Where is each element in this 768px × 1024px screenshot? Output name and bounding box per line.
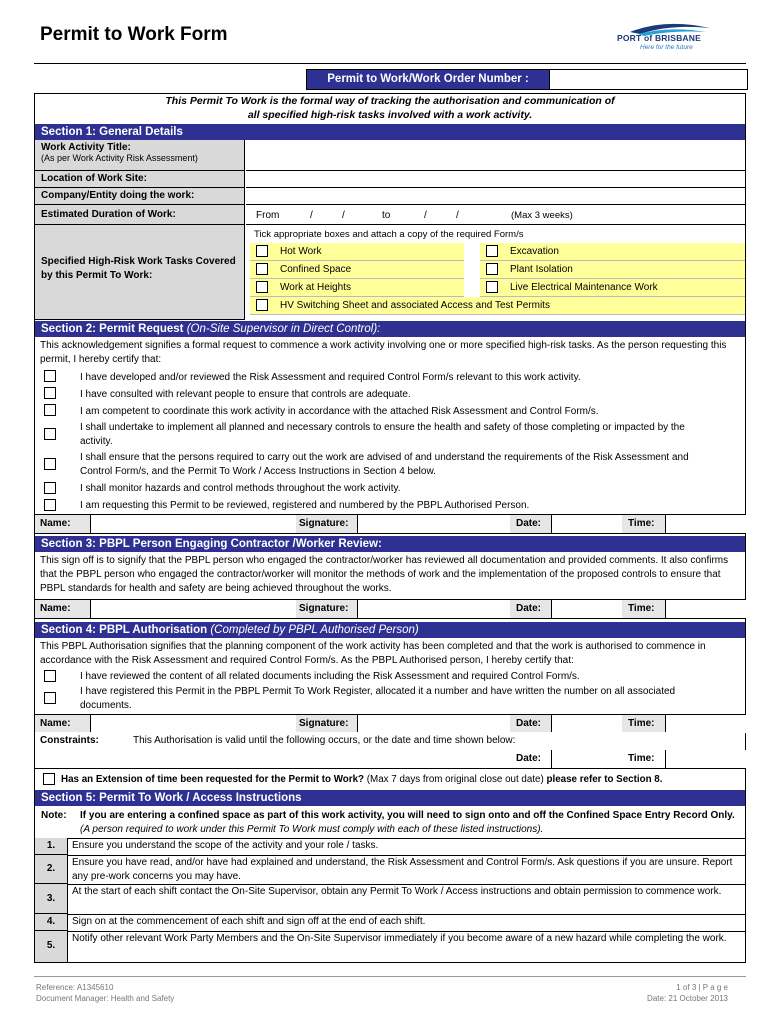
date-label: Date: (516, 753, 542, 764)
section-3-text: This sign off is to signify that the PBPL person who engaged the contractor/worker has reviewed all documentation and provided comments. It also confirms that the PBPL person who engaged the contractor/worker will monitor the methods of work and the implementation of the proposed controls to ensure that PBPL standards for health and safety are being achieved throughout the works. (40, 555, 729, 594)
page-title: Permit to Work Form (40, 24, 228, 45)
hv-switching-checkbox[interactable] (256, 299, 268, 311)
confined-space-checkbox[interactable] (256, 263, 268, 275)
constraints-text: This Authorisation is valid until the following occurs, or the date and time shown below: (133, 735, 516, 746)
s2-date-input[interactable] (551, 515, 622, 533)
instruction-5: Notify other relevant Work Party Members and the On-Site Supervisor immediately if you become aware of a new hazard while completing the work. (72, 933, 727, 944)
logo-tagline: Here for the future (640, 44, 693, 51)
s4-item-2: I have registered this Permit in the PBPL Permit To Work Register, allocated it a number and have written the number on all associated documents. (80, 686, 676, 711)
to-slash-2: / (456, 210, 459, 221)
footer-page: 1 of 3 | P a g e (676, 983, 728, 992)
signature-label: Signature: (299, 718, 349, 729)
section-4-note: (Completed by PBPL Authorised Person) (210, 624, 419, 636)
task-hot-work[interactable] (250, 243, 464, 261)
task-confined-space[interactable] (250, 261, 464, 279)
task-hv-switching[interactable] (250, 297, 745, 315)
task-plant-isolation[interactable] (480, 261, 745, 279)
task-label: Confined Space (280, 264, 352, 275)
task-label: Excavation (510, 246, 559, 257)
name-label: Name: (40, 603, 71, 614)
step-number: 4. (35, 914, 68, 931)
instruction-1: Ensure you understand the scope of the activity and your role / tasks. (72, 840, 379, 851)
extension-question: Has an Extension of time been requested for the Permit to Work? (61, 774, 365, 785)
extension-note: (Max 7 days from original close out date) (366, 774, 544, 785)
duration-label: Estimated Duration of Work: (35, 205, 245, 225)
plant-isolation-checkbox[interactable] (486, 263, 498, 275)
s2-checkbox-1[interactable] (44, 370, 56, 382)
task-label: Work at Heights (280, 282, 351, 293)
instruction-4: Sign on at the commencement of each shift and sign off at the end of each shift. (72, 916, 426, 927)
s4-checkbox-2[interactable] (44, 692, 56, 704)
section-4-title: Section 4: PBPL Authorisation (41, 624, 208, 636)
signature-label: Signature: (299, 518, 349, 529)
logo-name: PORT of BRISBANE (617, 33, 701, 43)
instruction-3: At the start of each shift contact the On-Site Supervisor, obtain any Permit To Work / Access instructions and obtain permission to commence work. (72, 886, 722, 897)
time-label: Time: (628, 603, 655, 614)
s2-signature-row (35, 514, 745, 534)
duration-to: to (382, 210, 391, 221)
footer-manager: Document Manager: Health and Safety (36, 994, 175, 1003)
time-label: Time: (628, 718, 655, 729)
s4-signature-row (35, 714, 745, 734)
company-label: Company/Entity doing the work: (35, 188, 245, 205)
work-at-heights-checkbox[interactable] (256, 281, 268, 293)
time-label: Time: (628, 753, 655, 764)
s4-name-input[interactable] (90, 715, 296, 733)
hot-work-checkbox[interactable] (256, 245, 268, 257)
section-2-header (35, 321, 745, 337)
name-label: Name: (40, 718, 71, 729)
company-input[interactable] (246, 188, 745, 205)
work-activity-input[interactable] (246, 140, 745, 171)
location-input[interactable] (246, 171, 745, 188)
constraints-time-input[interactable] (665, 750, 746, 768)
s2-item-6: I shall monitor hazards and control methods throughout the work activity. (80, 483, 401, 494)
work-activity-label (35, 140, 245, 171)
s4-signature-input[interactable] (357, 715, 510, 733)
section-2-title: Section 2: Permit Request (41, 323, 184, 335)
live-electrical-checkbox[interactable] (486, 281, 498, 293)
work-order-input[interactable] (549, 70, 747, 89)
footer-rule (34, 976, 746, 977)
task-live-electrical[interactable] (480, 279, 745, 297)
task-label: Plant Isolation (510, 264, 573, 275)
s3-date-input[interactable] (551, 600, 622, 618)
note-bold: If you are entering a confined space as part of this work activity, you will need to sign onto and off the Confined Space Entry Record Only. (80, 810, 735, 821)
note-text (80, 809, 740, 837)
constraints-row (35, 732, 745, 751)
time-label: Time: (628, 518, 655, 529)
section-2-intro: This acknowledgement signifies a formal request to commence a work activity involving one or more specified high-risk tasks. As the person requesting this permit, I hereby certify that: (40, 340, 727, 365)
s4-date-input[interactable] (551, 715, 622, 733)
footer-reference: Reference: A1345610 (36, 983, 114, 992)
to-slash-1: / (424, 210, 427, 221)
s2-item-2: I have consulted with relevant people to ensure that controls are adequate. (80, 389, 411, 400)
note-italic: (A person required to work under this Permit To Work must comply with each of these listed instructions). (80, 824, 544, 835)
date-label: Date: (516, 718, 542, 729)
s4-time-input[interactable] (665, 715, 746, 733)
s2-checkbox-6[interactable] (44, 482, 56, 494)
s4-checkbox-1[interactable] (44, 670, 56, 682)
s3-signature-row (35, 599, 745, 619)
task-excavation[interactable] (480, 243, 745, 261)
duration-max: (Max 3 weeks) (511, 210, 573, 221)
task-label: Live Electrical Maintenance Work (510, 282, 658, 293)
s4-item-1: I have reviewed the content of all related documents including the Risk Assessment and required Control Form/s. (80, 671, 580, 682)
s2-item-3: I am competent to coordinate this work activity in accordance with the attached Risk Assessment and Control Form/s. (80, 406, 599, 417)
name-label: Name: (40, 518, 71, 529)
s2-name-input[interactable] (90, 515, 296, 533)
task-label: HV Switching Sheet and associated Access and Test Permits (280, 300, 550, 311)
s3-signature-input[interactable] (357, 600, 510, 618)
section-4-header (35, 622, 745, 638)
intro-line-1: This Permit To Work is the formal way of tracking the authorisation and communication of (165, 95, 615, 107)
excavation-checkbox[interactable] (486, 245, 498, 257)
s2-item-5: I shall ensure that the persons required to carry out the work are advised of and understand the requirements of the Risk Assessment and Control Form/s, and the Permit To Work / Access Instructions in Section 4 below. (80, 452, 689, 477)
step-number: 1. (35, 838, 68, 855)
date-label: Date: (516, 518, 542, 529)
s2-checkbox-5[interactable] (44, 458, 56, 470)
s2-item-4: I shall undertake to implement all planned and necessary controls to ensure the health and safety of those completing or impacted by the activity. (80, 422, 685, 447)
s2-checkbox-2[interactable] (44, 387, 56, 399)
section-3-header (35, 536, 745, 552)
section-5-header (35, 790, 745, 806)
extension-checkbox[interactable] (43, 773, 55, 785)
section-5-title: Section 5: Permit To Work / Access Instructions (41, 792, 302, 804)
section-1-title: Section 1: General Details (41, 126, 183, 138)
s2-checkbox-4[interactable] (44, 428, 56, 440)
footer-date: Date: 21 October 2013 (647, 994, 728, 1003)
work-activity-title: Work Activity Title: (41, 142, 131, 153)
s2-item-1: I have developed and/or reviewed the Risk Assessment and required Control Form/s relevant to this work activity. (80, 372, 581, 383)
s3-name-input[interactable] (90, 600, 296, 618)
s2-checkbox-7[interactable] (44, 499, 56, 511)
constraints-date-row (35, 750, 745, 769)
extension-end: please refer to Section 8. (546, 774, 663, 785)
work-order-label: Permit to Work/Work Order Number : (307, 70, 549, 89)
step-number: 5. (35, 931, 68, 962)
section-4-text: This PBPL Authorisation signifies that the planning component of the work activity has been completed and that the work is authorised to commence in accordance with the Risk Assessment and required Control Form/s. As the PBPL Authorised person, I hereby certify that: (40, 641, 706, 666)
s3-time-input[interactable] (665, 600, 746, 618)
tasks-label: Specified High-Risk Work Tasks Covered by this Permit To Work: (35, 225, 245, 320)
instruction-2: Ensure you have read, and/or have had explained and understand, the Risk Assessment and Control Form/s. Ask questions if you are unsure. Report any pre-work concerns you may have. (72, 857, 733, 882)
step-number: 2. (35, 855, 68, 884)
extension-line (61, 773, 745, 786)
constraints-label: Constraints: (40, 735, 99, 746)
constraints-date-input[interactable] (551, 750, 622, 768)
tick-note: Tick appropriate boxes and attach a copy of the required Form/s (254, 229, 524, 240)
task-label: Hot Work (280, 246, 322, 257)
note-label: Note: (41, 810, 67, 821)
location-label: Location of Work Site: (35, 171, 245, 188)
from-slash-1: / (310, 210, 313, 221)
s2-checkbox-3[interactable] (44, 404, 56, 416)
from-slash-2: / (342, 210, 345, 221)
work-order-box (306, 69, 748, 90)
duration-from: From (256, 210, 280, 221)
work-activity-note: (As per Work Activity Risk Assessment) (41, 153, 198, 163)
step-number: 3. (35, 884, 68, 914)
task-work-at-heights[interactable] (250, 279, 464, 297)
duration-row (246, 205, 745, 225)
section-2-note: (On-Site Supervisor in Direct Control): (186, 323, 381, 335)
section-1-header (35, 124, 745, 140)
section-3-title: Section 3: PBPL Person Engaging Contractor /Worker Review: (41, 538, 382, 550)
s2-item-7: I am requesting this Permit to be reviewed, registered and numbered by the PBPL Authorised Person. (80, 500, 530, 511)
s2-time-input[interactable] (665, 515, 746, 533)
s2-signature-input[interactable] (357, 515, 510, 533)
signature-label: Signature: (299, 603, 349, 614)
header-rule (34, 63, 746, 64)
date-label: Date: (516, 603, 542, 614)
intro-line-2: all specified high-risk tasks involved with a work activity. (247, 109, 533, 121)
